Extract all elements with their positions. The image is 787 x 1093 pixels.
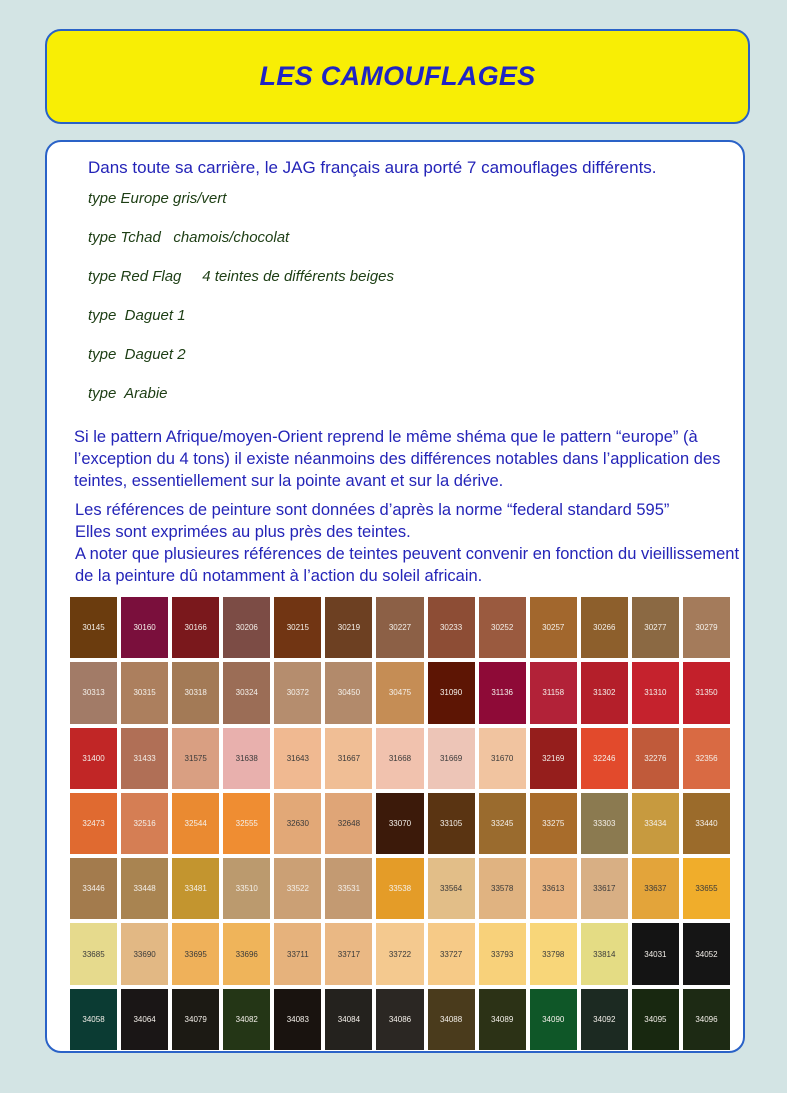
color-swatch: 33105 — [428, 793, 475, 854]
color-swatch: 32516 — [121, 793, 168, 854]
color-swatch: 31669 — [428, 728, 475, 789]
color-swatch: 33538 — [376, 858, 423, 919]
color-swatch: 30475 — [376, 662, 423, 723]
color-swatch: 33446 — [70, 858, 117, 919]
color-swatch: 34083 — [274, 989, 321, 1050]
type-item: type Europe gris/vert — [88, 190, 227, 207]
color-swatch: 30166 — [172, 597, 219, 658]
color-swatch: 34064 — [121, 989, 168, 1050]
color-swatch: 31643 — [274, 728, 321, 789]
color-swatch: 30279 — [683, 597, 730, 658]
color-swatch: 33798 — [530, 923, 577, 984]
color-swatch: 31090 — [428, 662, 475, 723]
color-swatch: 34089 — [479, 989, 526, 1050]
color-swatch: 30450 — [325, 662, 372, 723]
color-swatch: 32544 — [172, 793, 219, 854]
color-swatch: 34052 — [683, 923, 730, 984]
color-swatch: 34082 — [223, 989, 270, 1050]
color-swatch: 30206 — [223, 597, 270, 658]
reference-line: Les références de peinture sont données d’après la norme “federal standard 595” — [75, 501, 670, 519]
color-swatch: 31667 — [325, 728, 372, 789]
color-swatch: 33578 — [479, 858, 526, 919]
color-swatch: 33448 — [121, 858, 168, 919]
pattern-paragraph: Si le pattern Afrique/moyen-Orient reprend le même shéma que le pattern “europe” (à l’exception du 4 tons) il existe néanmoins des différences notables dans l’application des teintes, essentiellement sur la pointe avant et sur la dérive. — [74, 428, 721, 490]
color-swatch: 33522 — [274, 858, 321, 919]
color-swatch: 33695 — [172, 923, 219, 984]
color-swatch: 31400 — [70, 728, 117, 789]
color-swatch: 31136 — [479, 662, 526, 723]
color-swatch: 30266 — [581, 597, 628, 658]
title-banner — [45, 29, 750, 124]
color-swatch: 31158 — [530, 662, 577, 723]
color-swatch: 32630 — [274, 793, 321, 854]
color-swatch: 30219 — [325, 597, 372, 658]
color-swatch: 33617 — [581, 858, 628, 919]
color-swatch: 34086 — [376, 989, 423, 1050]
type-item: type Arabie — [88, 385, 168, 402]
color-swatch: 33070 — [376, 793, 423, 854]
color-swatch: 30313 — [70, 662, 117, 723]
color-swatch: 33685 — [70, 923, 117, 984]
color-swatch: 33434 — [632, 793, 679, 854]
color-swatch: 30318 — [172, 662, 219, 723]
color-swatch: 34031 — [632, 923, 679, 984]
color-swatch: 31433 — [121, 728, 168, 789]
color-swatch: 31668 — [376, 728, 423, 789]
color-swatch: 33303 — [581, 793, 628, 854]
color-swatch: 34095 — [632, 989, 679, 1050]
color-swatch: 30215 — [274, 597, 321, 658]
color-swatch: 33722 — [376, 923, 423, 984]
reference-paragraph — [75, 499, 740, 587]
camouflage-type-list — [88, 190, 394, 424]
color-swatch: 30160 — [121, 597, 168, 658]
color-swatch: 32169 — [530, 728, 577, 789]
color-swatch: 33637 — [632, 858, 679, 919]
content-panel — [45, 140, 745, 1053]
color-swatch: 32473 — [70, 793, 117, 854]
type-item: type Tchad chamois/chocolat — [88, 229, 290, 246]
color-swatch: 34090 — [530, 989, 577, 1050]
type-item: type Red Flag 4 teintes de différents beiges — [88, 268, 395, 285]
color-swatch: 30277 — [632, 597, 679, 658]
color-swatch: 32356 — [683, 728, 730, 789]
color-swatch: 30233 — [428, 597, 475, 658]
color-swatch: 32648 — [325, 793, 372, 854]
color-swatch: 33727 — [428, 923, 475, 984]
color-swatch: 30257 — [530, 597, 577, 658]
color-swatch: 31638 — [223, 728, 270, 789]
color-swatch: 33275 — [530, 793, 577, 854]
color-swatch: 33564 — [428, 858, 475, 919]
color-swatch: 34084 — [325, 989, 372, 1050]
color-swatch: 32555 — [223, 793, 270, 854]
color-swatch: 34058 — [70, 989, 117, 1050]
color-swatch: 30372 — [274, 662, 321, 723]
intro-text: Dans toute sa carrière, le JAG français aura porté 7 camouflages différents. — [88, 158, 657, 177]
color-swatch: 32246 — [581, 728, 628, 789]
color-swatch-grid — [70, 597, 730, 1050]
color-swatch: 33613 — [530, 858, 577, 919]
color-swatch: 34079 — [172, 989, 219, 1050]
color-swatch: 33814 — [581, 923, 628, 984]
page-title: LES CAMOUFLAGES — [259, 61, 536, 91]
color-swatch: 33655 — [683, 858, 730, 919]
color-swatch: 31575 — [172, 728, 219, 789]
type-item: type Daguet 1 — [88, 307, 186, 324]
color-swatch: 33531 — [325, 858, 372, 919]
color-swatch: 30145 — [70, 597, 117, 658]
color-swatch: 31310 — [632, 662, 679, 723]
reference-line: Elles sont exprimées au plus près des teintes. — [75, 523, 411, 541]
color-swatch: 31302 — [581, 662, 628, 723]
color-swatch: 33717 — [325, 923, 372, 984]
type-item: type Daguet 2 — [88, 346, 186, 363]
color-swatch: 33481 — [172, 858, 219, 919]
color-swatch: 34096 — [683, 989, 730, 1050]
color-swatch: 33510 — [223, 858, 270, 919]
color-swatch: 33711 — [274, 923, 321, 984]
color-swatch: 33690 — [121, 923, 168, 984]
color-swatch: 32276 — [632, 728, 679, 789]
color-swatch: 34088 — [428, 989, 475, 1050]
color-swatch: 30324 — [223, 662, 270, 723]
color-swatch: 33440 — [683, 793, 730, 854]
color-swatch: 33793 — [479, 923, 526, 984]
color-swatch: 31350 — [683, 662, 730, 723]
color-swatch: 30315 — [121, 662, 168, 723]
reference-line: A noter que plusieures références de teintes peuvent convenir en fonction du vieillissement de la peinture dû notamment à l’action du soleil africain. — [75, 545, 740, 585]
color-swatch: 33245 — [479, 793, 526, 854]
color-swatch: 34092 — [581, 989, 628, 1050]
color-swatch: 30252 — [479, 597, 526, 658]
color-swatch: 33696 — [223, 923, 270, 984]
color-swatch: 31670 — [479, 728, 526, 789]
color-swatch: 30227 — [376, 597, 423, 658]
